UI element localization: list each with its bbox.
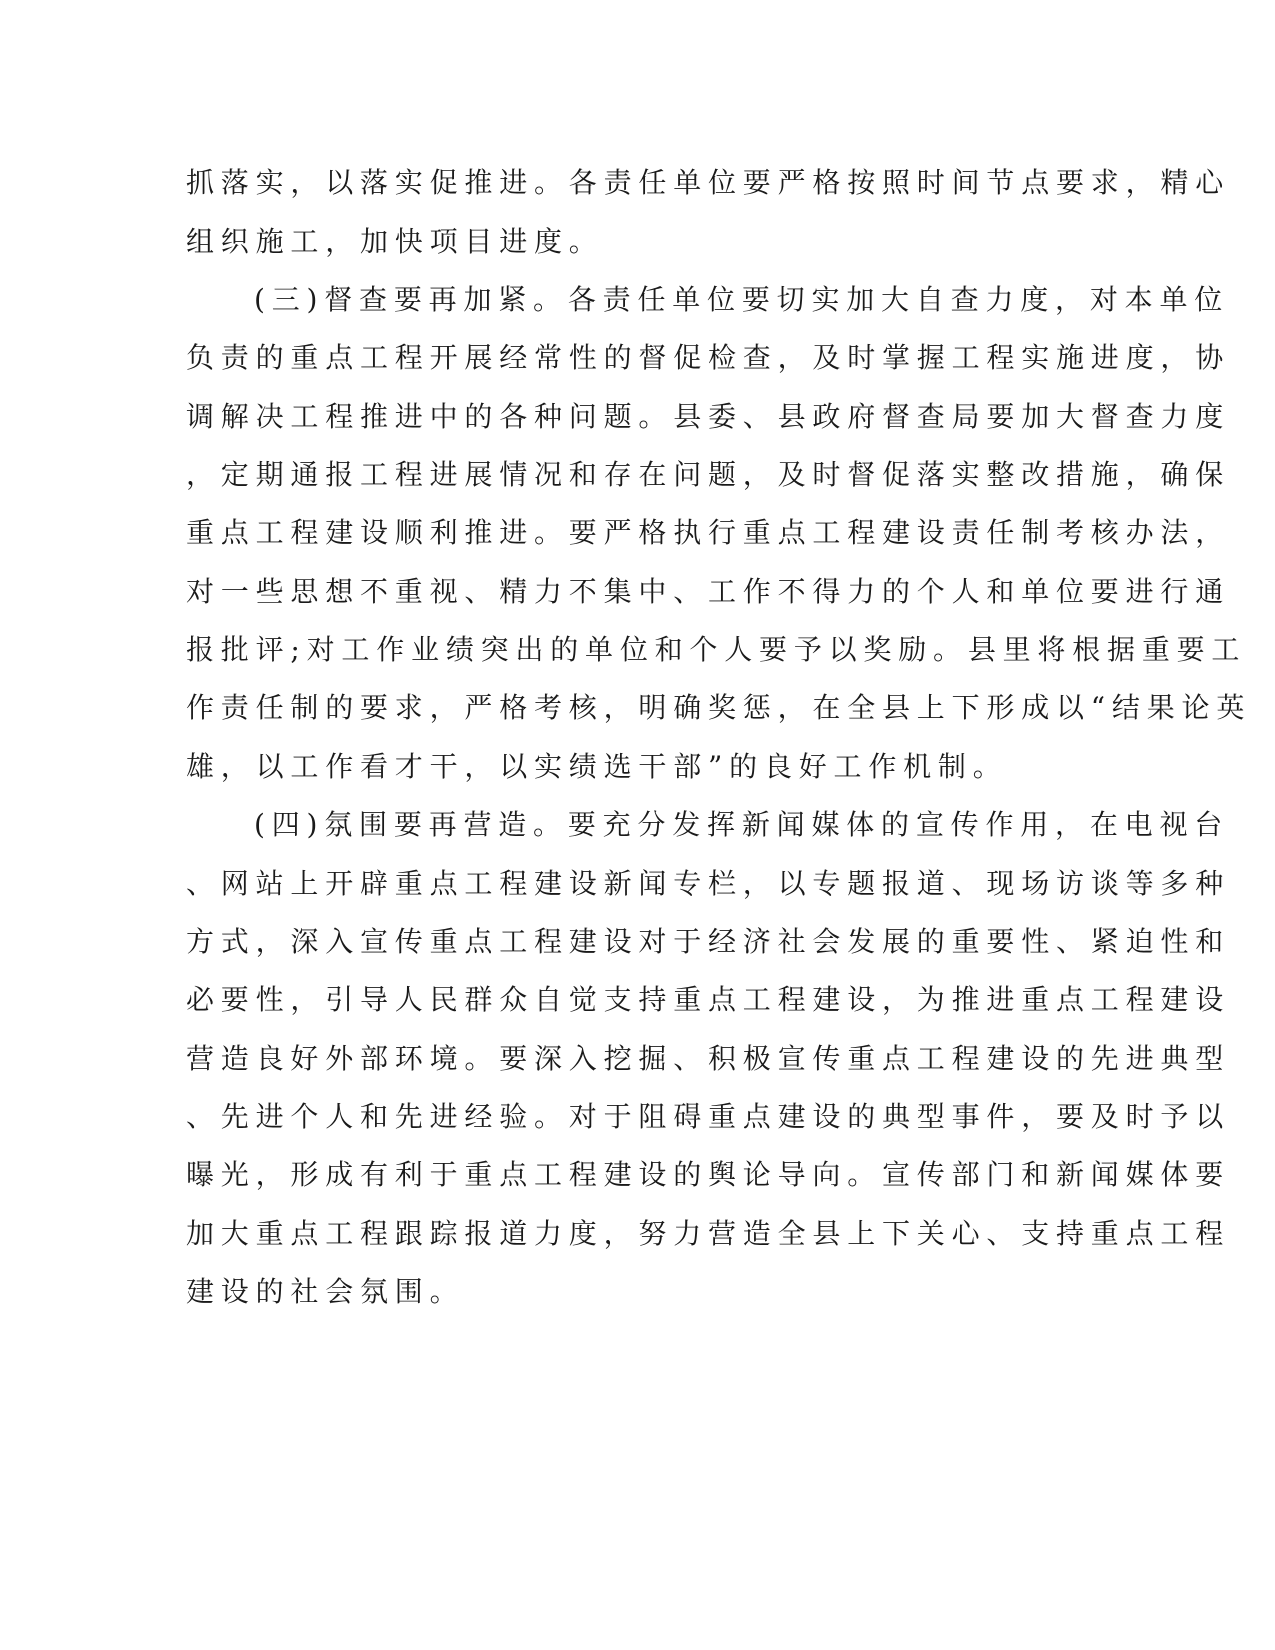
text-line: 加大重点工程跟踪报道力度，努力营造全县上下关心、支持重点工程 xyxy=(186,1217,1231,1250)
text-line: 重点工程建设顺利推进。要严格执行重点工程建设责任制考核办法， xyxy=(186,516,1231,549)
text-line: 必要性，引导人民群众自觉支持重点工程建设，为推进重点工程建设 xyxy=(186,983,1231,1016)
text-line: 曝光，形成有利于重点工程建设的舆论导向。宣传部门和新闻媒体要 xyxy=(186,1158,1231,1191)
text-line: 营造良好外部环境。要深入挖掘、积极宣传重点工程建设的先进典型 xyxy=(186,1042,1231,1075)
text-line: 雄，以工作看才干，以实绩选干部”的良好工作机制。 xyxy=(186,750,1008,783)
text-line: 抓落实，以落实促推进。各责任单位要严格按照时间节点要求，精心 xyxy=(186,166,1231,199)
section-heading-line: (三)督查要再加紧。各责任单位要切实加大自查力度，对本单位 xyxy=(254,283,1230,316)
text-line: 负责的重点工程开展经常性的督促检查，及时掌握工程实施进度，协 xyxy=(186,341,1231,374)
text-line: 、先进个人和先进经验。对于阻碍重点建设的典型事件，要及时予以 xyxy=(186,1100,1231,1133)
text-line: 调解决工程推进中的各种问题。县委、县政府督查局要加大督查力度 xyxy=(186,400,1231,433)
text-line: 、网站上开辟重点工程建设新闻专栏，以专题报道、现场访谈等多种 xyxy=(186,867,1231,900)
text-line: 作责任制的要求，严格考核，明确奖惩，在全县上下形成以“结果论英 xyxy=(186,691,1252,724)
text-line: 组织施工，加快项目进度。 xyxy=(186,225,604,258)
text-line: 建设的社会氛围。 xyxy=(186,1275,465,1308)
section-heading-line: (四)氛围要再营造。要充分发挥新闻媒体的宣传作用，在电视台 xyxy=(254,808,1230,841)
text-line: 对一些思想不重视、精力不集中、工作不得力的个人和单位要进行通 xyxy=(186,575,1231,608)
text-line: ，定期通报工程进展情况和存在问题，及时督促落实整改措施，确保 xyxy=(186,458,1231,491)
text-line: 方式，深入宣传重点工程建设对于经济社会发展的重要性、紧迫性和 xyxy=(186,925,1231,958)
text-line: 报批评;对工作业绩突出的单位和个人要予以奖励。县里将根据重要工 xyxy=(186,633,1247,666)
